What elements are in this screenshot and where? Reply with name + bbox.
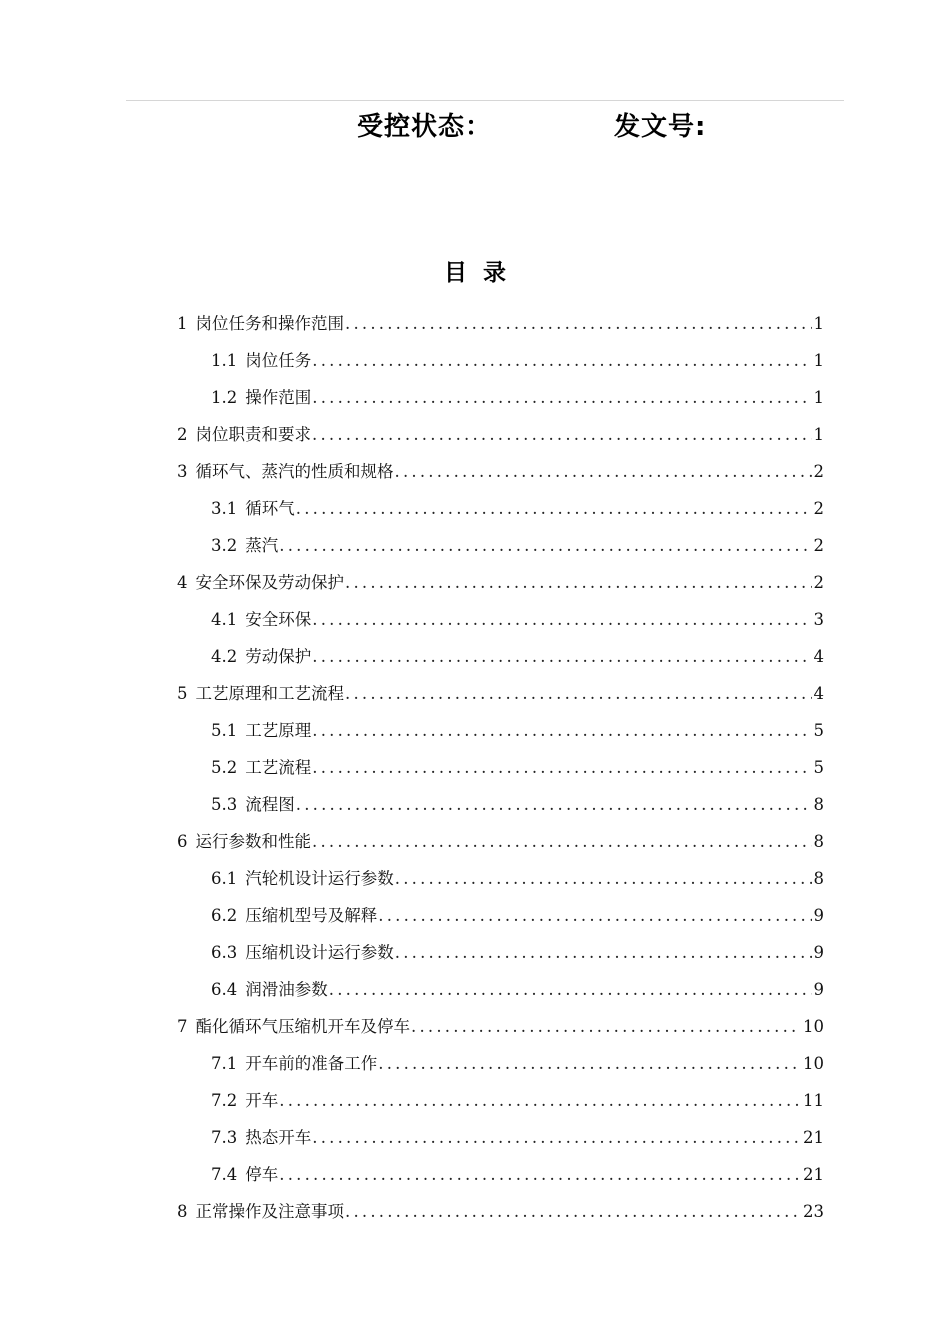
toc-entry-title: 润滑油参数 xyxy=(245,980,328,999)
toc-entry-title: 循环气 xyxy=(245,499,295,518)
toc-dot-leader xyxy=(344,1193,801,1230)
toc-entry-title: 工艺原理和工艺流程 xyxy=(195,684,344,703)
toc-dot-leader xyxy=(377,897,811,934)
toc-entry-page: 3 xyxy=(813,610,824,629)
toc-entry-title: 岗位任务 xyxy=(245,351,312,370)
toc-entry-title: 安全环保 xyxy=(245,610,312,629)
toc-dot-leader xyxy=(311,342,811,379)
toc-entry-number: 5.1 xyxy=(211,721,238,740)
toc-entry-page: 1 xyxy=(813,425,824,444)
toc-dot-leader xyxy=(394,934,812,971)
toc-dot-leader xyxy=(278,1156,801,1193)
toc-entry-title: 开车 xyxy=(245,1091,279,1110)
toc-entry-page: 4 xyxy=(813,647,824,666)
toc-entry-page: 21 xyxy=(803,1128,824,1147)
toc-entry[interactable] xyxy=(177,1193,824,1230)
toc-entry-number: 4.1 xyxy=(211,610,238,629)
toc-entry-number: 1.1 xyxy=(211,351,238,370)
toc-entry-page: 2 xyxy=(813,462,824,481)
toc-entry[interactable] xyxy=(177,1045,824,1082)
toc-entry-number: 7.3 xyxy=(211,1128,238,1147)
toc-dot-leader xyxy=(278,1082,801,1119)
toc-entry-title: 安全环保及劳动保护 xyxy=(195,573,344,592)
toc-entry-number: 3.1 xyxy=(211,499,238,518)
toc-entry-title: 停车 xyxy=(245,1165,279,1184)
toc-title: 目 录 xyxy=(443,260,506,286)
toc-entry-page: 5 xyxy=(813,758,824,777)
toc-dot-leader xyxy=(295,786,812,823)
toc-dot-leader xyxy=(311,638,811,675)
toc-dot-leader xyxy=(328,971,812,1008)
toc-dot-leader xyxy=(377,1045,801,1082)
toc-dot-leader xyxy=(394,860,812,897)
toc-entry-number: 6 xyxy=(177,832,188,851)
toc-entry-page: 9 xyxy=(813,980,824,999)
toc-entry-page: 4 xyxy=(813,684,824,703)
toc-entry[interactable] xyxy=(177,564,824,601)
toc-entry-number: 5 xyxy=(177,684,188,703)
toc-entry-page: 1 xyxy=(813,388,824,407)
toc-entry-number: 3.2 xyxy=(211,536,238,555)
toc-entry-title: 汽轮机设计运行参数 xyxy=(245,869,394,888)
toc-entry-number: 6.2 xyxy=(211,906,238,925)
toc-entry-title: 操作范围 xyxy=(245,388,312,407)
toc-entry-number: 4 xyxy=(177,573,188,592)
toc-entry-number: 2 xyxy=(177,425,188,444)
toc-entry-page: 10 xyxy=(803,1054,824,1073)
toc-entry-page: 2 xyxy=(813,573,824,592)
toc-dot-leader xyxy=(278,527,811,564)
toc-entry-number: 4.2 xyxy=(211,647,238,666)
header-rule xyxy=(126,100,844,101)
toc-entry[interactable] xyxy=(177,1008,824,1045)
toc-entry[interactable] xyxy=(177,1156,824,1193)
toc-entry[interactable] xyxy=(177,490,824,527)
toc-dot-leader xyxy=(394,453,812,490)
toc-entry[interactable] xyxy=(177,379,824,416)
toc-entry-page: 21 xyxy=(803,1165,824,1184)
toc-entry-number: 6.1 xyxy=(211,869,238,888)
toc-entry-page: 10 xyxy=(803,1017,824,1036)
toc-dot-leader xyxy=(311,1119,801,1156)
toc-entry-title: 岗位任务和操作范围 xyxy=(195,314,344,333)
toc-entry[interactable] xyxy=(177,638,824,675)
toc-dot-leader xyxy=(311,416,812,453)
controlled-status-label: 受控状态： xyxy=(357,112,493,142)
toc-entry-number: 8 xyxy=(177,1202,188,1221)
toc-entry-number: 5.3 xyxy=(211,795,238,814)
toc-entry[interactable] xyxy=(177,342,824,379)
toc-entry-page: 8 xyxy=(813,832,824,851)
toc-dot-leader xyxy=(311,712,811,749)
toc-entry[interactable] xyxy=(177,1119,824,1156)
toc-entry-page: 1 xyxy=(813,314,824,333)
toc-entry-page: 2 xyxy=(813,536,824,555)
toc-entry-title: 蒸汽 xyxy=(245,536,279,555)
toc-dot-leader xyxy=(344,564,812,601)
toc-entry[interactable] xyxy=(177,823,824,860)
toc-entry[interactable] xyxy=(177,786,824,823)
toc-entry-page: 5 xyxy=(813,721,824,740)
toc-dot-leader xyxy=(311,749,811,786)
toc-dot-leader xyxy=(311,379,811,416)
toc-entry-title: 酯化循环气压缩机开车及停车 xyxy=(195,1017,410,1036)
toc-entry-title: 压缩机设计运行参数 xyxy=(245,943,394,962)
toc-entry[interactable] xyxy=(177,897,824,934)
document-number-label: 发文号: xyxy=(614,112,707,142)
toc-entry-page: 8 xyxy=(813,795,824,814)
toc-entry[interactable] xyxy=(177,305,824,342)
toc-entry-title: 流程图 xyxy=(245,795,295,814)
toc-entry[interactable] xyxy=(177,971,824,1008)
toc-entry-number: 7.4 xyxy=(211,1165,238,1184)
toc-dot-leader xyxy=(311,823,812,860)
toc-dot-leader xyxy=(344,305,812,342)
toc-entry-page: 2 xyxy=(813,499,824,518)
toc-entry-number: 1.2 xyxy=(211,388,238,407)
toc-entry-title: 运行参数和性能 xyxy=(195,832,311,851)
toc-entry[interactable] xyxy=(177,1082,824,1119)
toc-entry[interactable] xyxy=(177,416,824,453)
toc-entry[interactable] xyxy=(177,712,824,749)
table-of-contents xyxy=(177,305,824,1230)
toc-entry-number: 6.3 xyxy=(211,943,238,962)
toc-entry[interactable] xyxy=(177,934,824,971)
toc-entry-page: 11 xyxy=(803,1091,824,1110)
toc-entry-title: 岗位职责和要求 xyxy=(195,425,311,444)
toc-entry-title: 循环气、蒸汽的性质和规格 xyxy=(195,462,394,481)
toc-entry[interactable] xyxy=(177,527,824,564)
toc-entry[interactable] xyxy=(177,453,824,490)
toc-entry-number: 5.2 xyxy=(211,758,238,777)
toc-entry[interactable] xyxy=(177,860,824,897)
toc-dot-leader xyxy=(410,1008,801,1045)
toc-entry[interactable] xyxy=(177,675,824,712)
toc-entry[interactable] xyxy=(177,601,824,638)
toc-entry-title: 开车前的准备工作 xyxy=(245,1054,378,1073)
toc-entry-number: 6.4 xyxy=(211,980,238,999)
toc-entry-number: 1 xyxy=(177,314,188,333)
toc-dot-leader xyxy=(311,601,811,638)
toc-entry-page: 9 xyxy=(813,906,824,925)
toc-entry-number: 3 xyxy=(177,462,188,481)
toc-entry-number: 7.2 xyxy=(211,1091,238,1110)
toc-entry-title: 正常操作及注意事项 xyxy=(195,1202,344,1221)
toc-dot-leader xyxy=(344,675,812,712)
toc-entry-page: 9 xyxy=(813,943,824,962)
toc-entry-number: 7 xyxy=(177,1017,188,1036)
toc-entry-number: 7.1 xyxy=(211,1054,238,1073)
toc-entry-page: 23 xyxy=(803,1202,824,1221)
toc-entry-title: 劳动保护 xyxy=(245,647,312,666)
toc-entry-title: 压缩机型号及解释 xyxy=(245,906,378,925)
toc-entry[interactable] xyxy=(177,749,824,786)
toc-entry-page: 1 xyxy=(813,351,824,370)
toc-entry-title: 热态开车 xyxy=(245,1128,312,1147)
toc-entry-title: 工艺流程 xyxy=(245,758,312,777)
toc-entry-title: 工艺原理 xyxy=(245,721,312,740)
toc-entry-page: 8 xyxy=(813,869,824,888)
toc-dot-leader xyxy=(295,490,812,527)
